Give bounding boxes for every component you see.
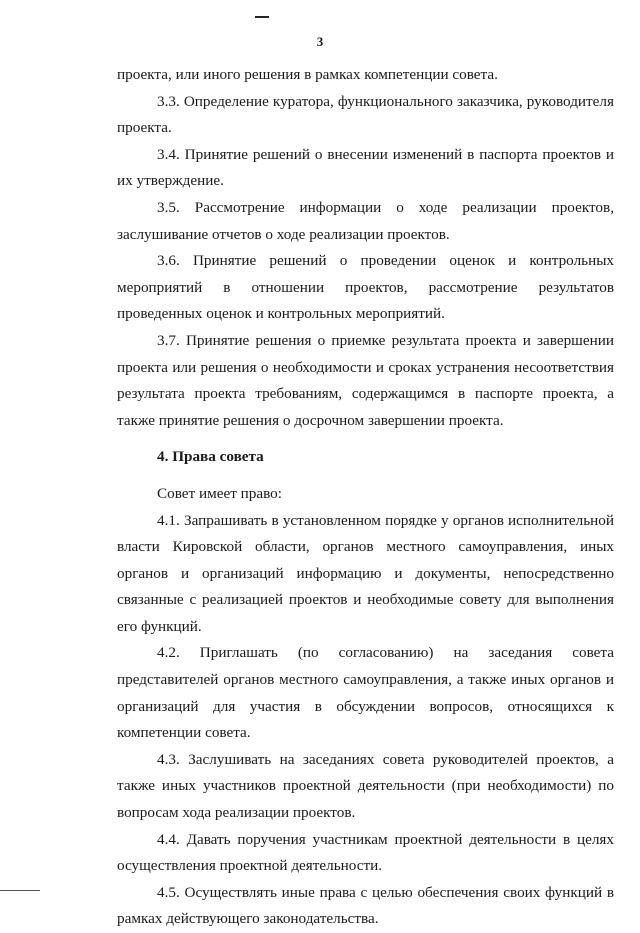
page-number: 3 xyxy=(316,34,324,49)
paragraph-3-5: 3.5. Рассмотрение информации о ходе реализации проектов, заслушивание отчетов о ходе реализации проектов. xyxy=(117,198,614,243)
bottom-edge-line xyxy=(0,890,40,891)
section-4-intro: Совет имеет право: xyxy=(157,484,282,502)
paragraph-3-6: 3.6. Принятие решений о проведении оценок и контрольных мероприятий в отношении проектов, рассмотрение результатов проведенных оценок и контрольных мероприятий. xyxy=(117,252,614,323)
paragraph-3-4: 3.4. Принятие решений о внесении изменений в паспорта проектов и их утверждение. xyxy=(117,145,614,190)
paragraph-3-7: 3.7. Принятие решения о приемке результата проекта и завершении проекта или решения о необходимости и сроках устранения несоответствия результата проекта требованиям, содержащимся в паспорте проекта, а также принятие решения о досрочном завершении проекта. xyxy=(117,331,614,429)
paragraph-4-3: 4.3. Заслушивать на заседаниях совета руководителей проектов, а также иных участников проектной деятельности (при необходимости) по вопросам хода реализации проектов. xyxy=(117,750,614,822)
section-heading-4: 4. Права совета xyxy=(157,448,264,466)
paragraph-4-1: 4.1. Запрашивать в установленном порядке у органов исполнительной власти Кировской области, органов местного самоуправления, иных органов и организаций информацию и документы, непосредственно связанные с реализацией проектов и необходимые совету для выполнения его функций. xyxy=(117,511,614,635)
top-dash-mark xyxy=(255,16,269,18)
paragraph-continuation: проекта, или иного решения в рамках компетенции совета. xyxy=(117,66,498,83)
paragraph-3-3: 3.3. Определение куратора, функционального заказчика, руководителя проекта. xyxy=(117,92,614,137)
document-body xyxy=(117,62,614,933)
paragraph-4-5: 4.5. Осуществлять иные права с целью обеспечения своих функций в рамках действующего законодательства. xyxy=(117,883,614,928)
paragraph-4-4: 4.4. Давать поручения участникам проектной деятельности в целях осуществления проектной деятельности. xyxy=(117,830,614,875)
paragraph-4-2: 4.2. Приглашать (по согласованию) на заседания совета представителей органов местного самоуправления, а также иных органов и организаций для участия в обсуждении вопросов, относящихся к компетенции совета. xyxy=(117,644,614,742)
